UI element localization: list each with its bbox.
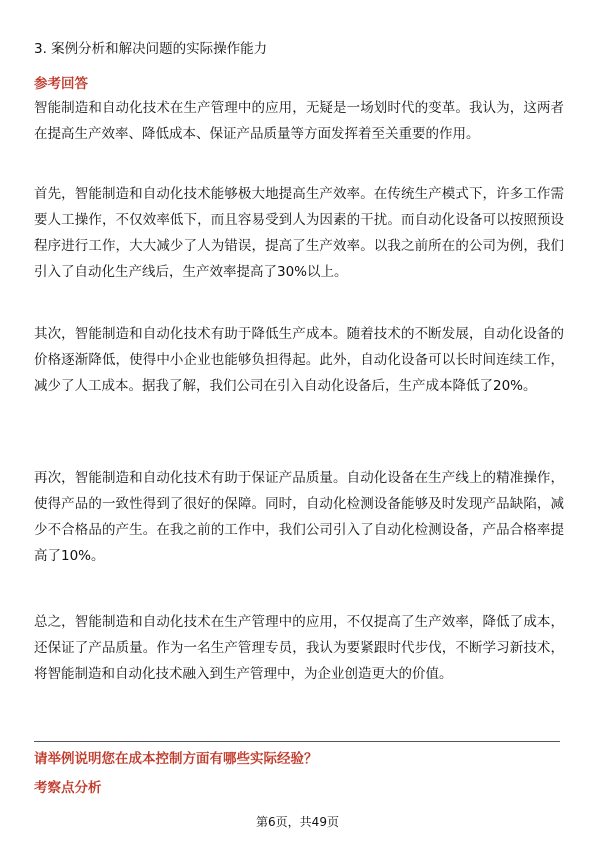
answer-paragraph-4: 再次，智能制造和自动化技术有助于保证产品质量。自动化设备在生产线上的精准操作，使得产品的一致性得到了很好的保障。同时，自动化检测设备能够及时发现产品缺陷，减少不合格品的产生。在我之前的工作中，我们公司引入了自动化检测设备，产品合格率提高了10%。 — [34, 470, 564, 564]
page-number: 第6页，共49页 — [256, 815, 339, 829]
answer-paragraph-2: 首先，智能制造和自动化技术能够极大地提高生产效率。在传统生产模式下，许多工作需要人工操作，不仅效率低下，而且容易受到人为因素的干扰。而自动化设备可以按照预设程序进行工作，大大减少了人为错误，提高了生产效率。以我之前所在的公司为例，我们引入了自动化生产线后，生产效率提高了30%以上。 — [34, 186, 564, 280]
answer-paragraph-1: 智能制造和自动化技术在生产管理中的应用，无疑是一场划时代的变革。我认为，这两者在提高生产效率、降低成本、保证产品质量等方面发挥着至关重要的作用。 — [34, 100, 564, 142]
reference-answer-label: 参考回答 — [34, 76, 88, 92]
answer-paragraph-5: 总之，智能制造和自动化技术在生产管理中的应用，不仅提高了生产效率，降低了成本，还保证了产品质量。作为一名生产管理专员，我认为要紧跟时代步伐，不断学习新技术，将智能制造和自动化技术融入到生产管理中，为企业创造更大的价值。 — [34, 614, 564, 682]
section-divider — [34, 741, 560, 742]
next-question-heading: 请举例说明您在成本控制方面有哪些实际经验？ — [34, 751, 318, 767]
answer-paragraph-3: 其次，智能制造和自动化技术有助于降低生产成本。随着技术的不断发展，自动化设备的价格逐渐降低，使得中小企业也能够负担得起。此外，自动化设备可以长时间连续工作，减少了人工成本。据我了解，我们公司在引入自动化设备后，生产成本降低了20%。 — [34, 326, 564, 394]
exam-point-analysis-label: 考察点分析 — [34, 780, 102, 796]
section-heading: 3. 案例分析和解决问题的实际操作能力 — [34, 41, 268, 57]
